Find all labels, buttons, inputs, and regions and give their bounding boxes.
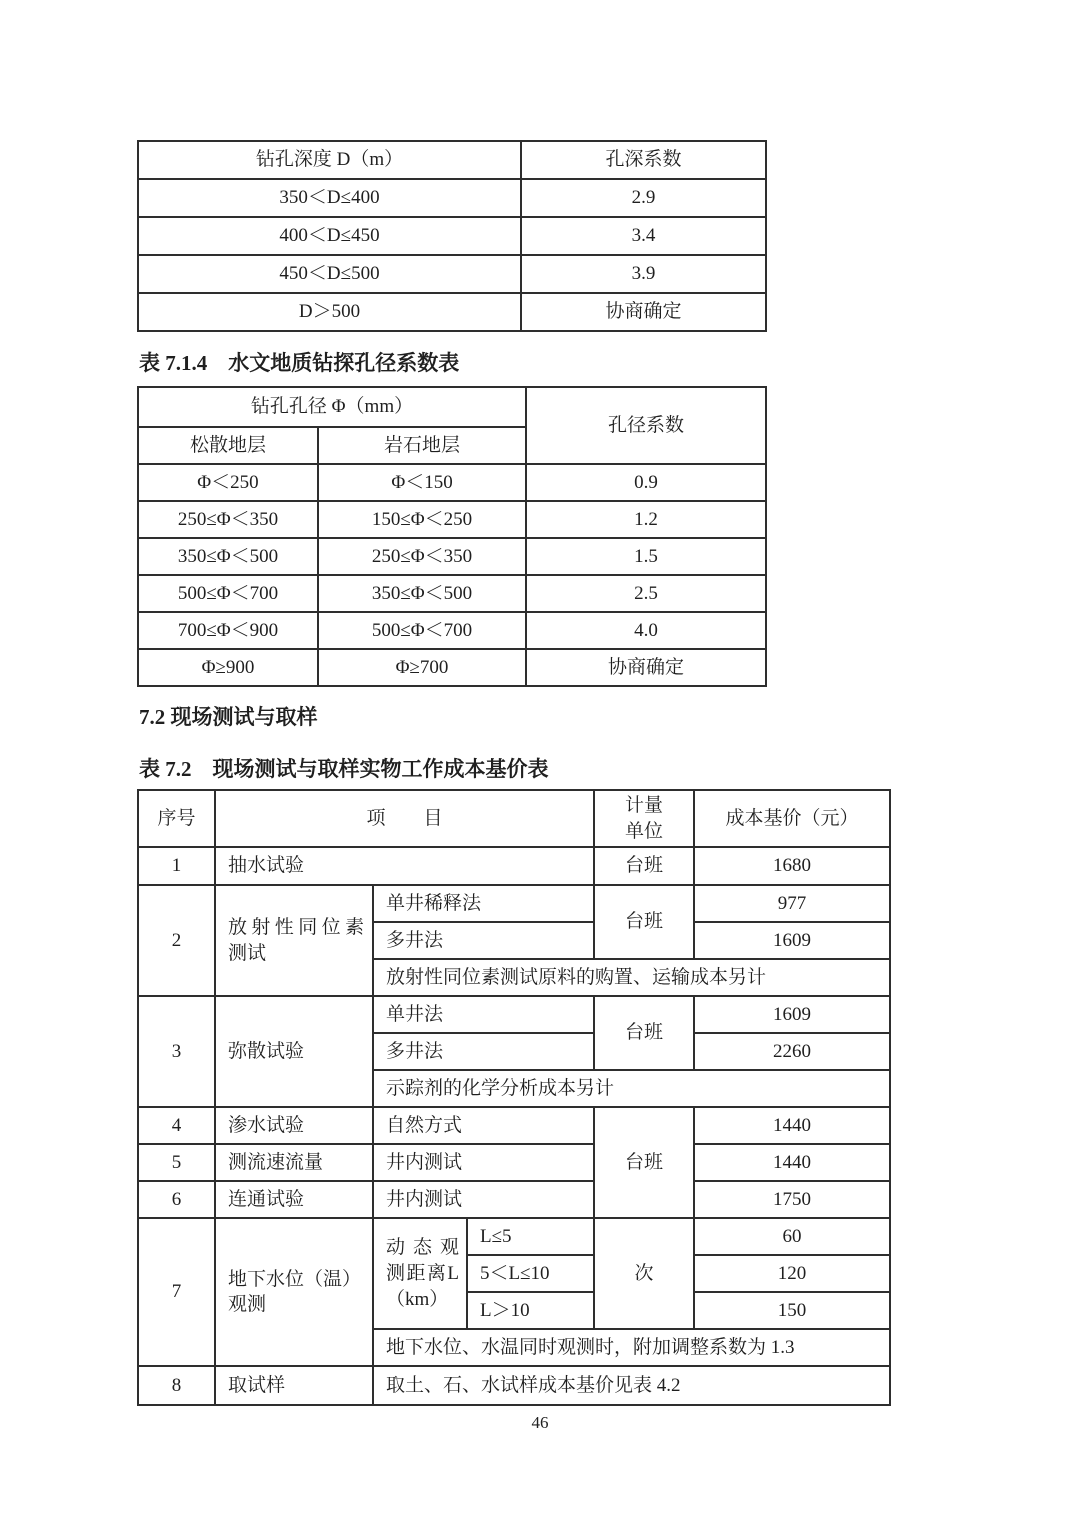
- item-line: 放射性同位素: [228, 917, 364, 939]
- table-header-row: [138, 387, 766, 427]
- item-cell: 取试样: [215, 1366, 373, 1405]
- table-header-row: [138, 141, 766, 179]
- depth-header-cell: 钻孔深度 D（m）: [138, 141, 521, 179]
- seq-cell: 1: [138, 847, 215, 885]
- unit-cell: 次: [594, 1218, 694, 1329]
- unit-header-line: 计量: [625, 795, 664, 816]
- price-cell: 120: [694, 1255, 890, 1292]
- price-cell: 150: [694, 1292, 890, 1329]
- unit-header-cell: [594, 790, 694, 847]
- table-row: [138, 1144, 890, 1181]
- drill-depth-coefficient-table: [137, 140, 767, 332]
- item-header-cell: 项 目: [215, 790, 594, 847]
- coefficient-cell: 2.9: [521, 179, 766, 217]
- page-number: 46: [531, 1413, 549, 1432]
- item-cell: 抽水试验: [215, 847, 594, 885]
- note-cell: 地下水位、水温同时观测时，附加调整系数为 1.3: [373, 1329, 890, 1366]
- table-7-2-caption: 表 7.2 现场测试与取样实物工作成本基价表: [139, 757, 549, 781]
- table-header-row: [138, 790, 890, 847]
- table-7-1-4-caption: 表 7.1.4 水文地质钻探孔径系数表: [139, 351, 460, 375]
- coefficient-cell: 协商确定: [526, 649, 766, 686]
- seq-cell: 8: [138, 1366, 215, 1405]
- table-row: [138, 1107, 890, 1144]
- method-cell: 单井法: [373, 996, 594, 1033]
- note-cell: 取土、石、水试样成本基价见表 4.2: [373, 1366, 890, 1405]
- price-cell: 1440: [694, 1107, 890, 1144]
- rock-range-cell: 250≤Φ＜350: [318, 538, 526, 575]
- price-cell: 60: [694, 1218, 890, 1255]
- loose-range-cell: 700≤Φ＜900: [138, 612, 318, 649]
- seq-cell: 2: [138, 885, 215, 996]
- coefficient-cell: 3.9: [521, 255, 766, 293]
- table-row: [138, 847, 890, 885]
- loose-range-cell: 250≤Φ＜350: [138, 501, 318, 538]
- table-row: [138, 1366, 890, 1405]
- table-row: [138, 575, 766, 612]
- measure-line: 动态观: [386, 1237, 459, 1259]
- unit-cell: 台班: [594, 885, 694, 959]
- section-heading: 7.2 现场测试与取样: [139, 705, 318, 729]
- measure-line: （km）: [386, 1288, 449, 1310]
- table-row: [138, 501, 766, 538]
- item-cell: 弥散试验: [215, 996, 373, 1107]
- item-line: 测试: [228, 942, 267, 964]
- item-line: 观测: [228, 1294, 267, 1316]
- loose-range-cell: 350≤Φ＜500: [138, 538, 318, 575]
- rock-range-cell: Φ≥700: [318, 649, 526, 686]
- table-row: [138, 612, 766, 649]
- method-cell: 多井法: [373, 922, 594, 959]
- price-cell: 1750: [694, 1181, 890, 1218]
- item-cell: 测流速流量: [215, 1144, 373, 1181]
- price-cell: 1609: [694, 996, 890, 1033]
- coefficient-cell: 4.0: [526, 612, 766, 649]
- price-header-cell: 成本基价（元）: [694, 790, 890, 847]
- coefficient-cell: 1.5: [526, 538, 766, 575]
- method-cell: 多井法: [373, 1033, 594, 1070]
- loose-stratum-header-cell: 松散地层: [138, 427, 318, 464]
- seq-cell: 3: [138, 996, 215, 1107]
- table-row: [138, 217, 766, 255]
- table-row: [138, 538, 766, 575]
- seq-cell: 7: [138, 1218, 215, 1366]
- seq-header-cell: 序号: [138, 790, 215, 847]
- coefficient-cell: 0.9: [526, 464, 766, 501]
- rock-range-cell: Φ＜150: [318, 464, 526, 501]
- method-cell: 井内测试: [373, 1144, 594, 1181]
- coefficient-cell: 1.2: [526, 501, 766, 538]
- table-row: [138, 1218, 890, 1255]
- coefficient-cell: 2.5: [526, 575, 766, 612]
- unit-cell: 台班: [594, 1107, 694, 1218]
- unit-cell: 台班: [594, 996, 694, 1070]
- note-cell: 示踪剂的化学分析成本另计: [373, 1070, 890, 1107]
- rock-range-cell: 350≤Φ＜500: [318, 575, 526, 612]
- depth-range-cell: D＞500: [138, 293, 521, 331]
- table-row: [138, 1181, 890, 1218]
- method-cell: 自然方式: [373, 1107, 594, 1144]
- price-cell: 1680: [694, 847, 890, 885]
- loose-range-cell: 500≤Φ＜700: [138, 575, 318, 612]
- drill-diameter-coefficient-table: [137, 386, 767, 687]
- rock-stratum-header-cell: 岩石地层: [318, 427, 526, 464]
- note-cell: 放射性同位素测试原料的购置、运输成本另计: [373, 959, 890, 996]
- measure-distance-cell: [373, 1218, 467, 1329]
- seq-cell: 4: [138, 1107, 215, 1144]
- unit-cell: 台班: [594, 847, 694, 885]
- loose-range-cell: Φ≥900: [138, 649, 318, 686]
- distance-range-cell: L≤5: [467, 1218, 594, 1255]
- rock-range-cell: 500≤Φ＜700: [318, 612, 526, 649]
- rock-range-cell: 150≤Φ＜250: [318, 501, 526, 538]
- price-cell: 1609: [694, 922, 890, 959]
- coefficient-cell: 3.4: [521, 217, 766, 255]
- unit-header-line: 单位: [625, 820, 664, 842]
- table-row: [138, 464, 766, 501]
- method-cell: 单井稀释法: [373, 885, 594, 922]
- item-cell: [215, 885, 373, 996]
- coefficient-header-cell: 孔深系数: [521, 141, 766, 179]
- page-content: [137, 140, 937, 1406]
- item-cell: 连通试验: [215, 1181, 373, 1218]
- item-cell: 渗水试验: [215, 1107, 373, 1144]
- price-cell: 1440: [694, 1144, 890, 1181]
- price-cell: 2260: [694, 1033, 890, 1070]
- seq-cell: 5: [138, 1144, 215, 1181]
- table-row: [138, 255, 766, 293]
- table-row: [138, 179, 766, 217]
- item-cell: [215, 1218, 373, 1366]
- field-test-sampling-cost-table: [137, 789, 891, 1406]
- depth-range-cell: 400＜D≤450: [138, 217, 521, 255]
- method-cell: 井内测试: [373, 1181, 594, 1218]
- table-row: [138, 649, 766, 686]
- price-cell: 977: [694, 885, 890, 922]
- coefficient-cell: 协商确定: [521, 293, 766, 331]
- distance-range-cell: 5＜L≤10: [467, 1255, 594, 1292]
- seq-cell: 6: [138, 1181, 215, 1218]
- table-row: [138, 885, 890, 922]
- depth-range-cell: 350＜D≤400: [138, 179, 521, 217]
- table-row: [138, 996, 890, 1033]
- table-row: [138, 293, 766, 331]
- loose-range-cell: Φ＜250: [138, 464, 318, 501]
- distance-range-cell: L＞10: [467, 1292, 594, 1329]
- measure-line: 测距离L: [386, 1262, 459, 1284]
- coefficient-header-cell: 孔径系数: [526, 387, 766, 464]
- diameter-header-cell: 钻孔孔径 Φ（mm）: [138, 387, 526, 427]
- item-line: 地下水位（温）: [228, 1268, 362, 1290]
- depth-range-cell: 450＜D≤500: [138, 255, 521, 293]
